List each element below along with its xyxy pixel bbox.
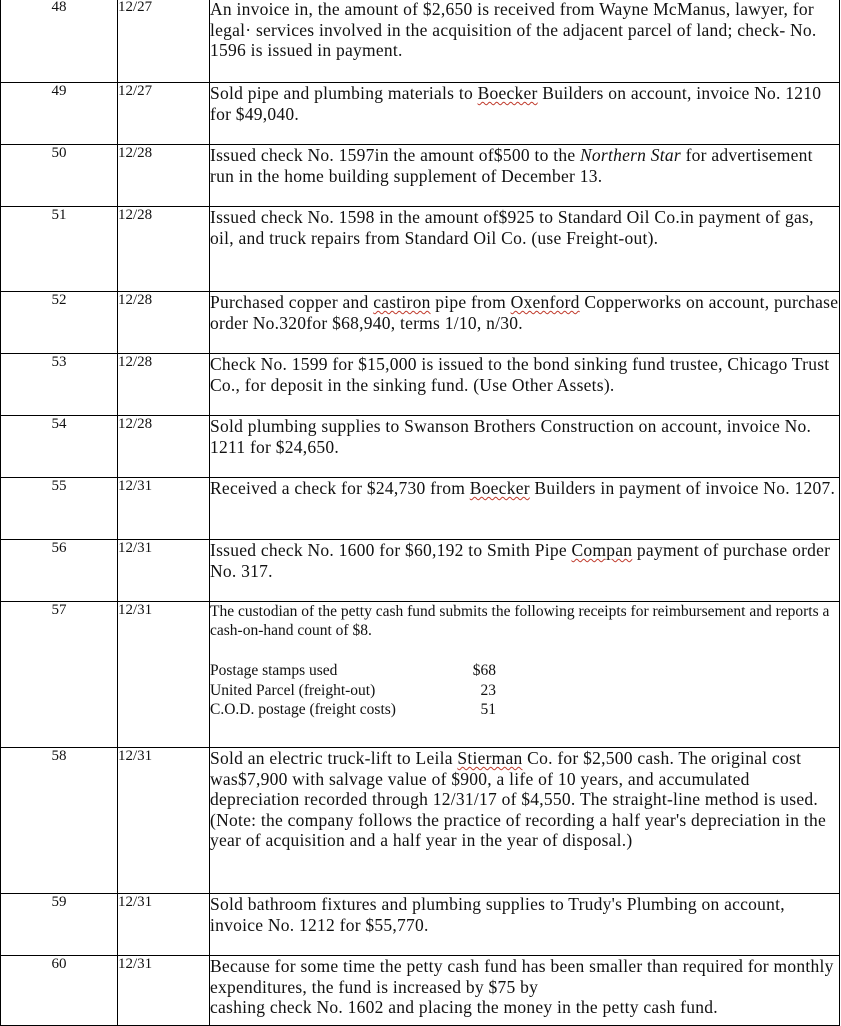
spellcheck-flag: Boecker bbox=[477, 83, 538, 103]
entry-description: Sold plumbing supplies to Swanson Brothers Construction on account, invoice No. 1211 for $24,650. bbox=[210, 416, 840, 478]
table-row bbox=[1, 956, 840, 1026]
entry-description: An invoice in, the amount of $2,650 is received from Wayne McManus, lawyer, for legal· services involved in the acquisition of the adjacent parcel of land; check- No. 1596 is issued in payment. bbox=[210, 0, 840, 83]
table-row bbox=[1, 207, 840, 292]
entry-date: 12/31 bbox=[118, 748, 210, 894]
entry-number: 51 bbox=[1, 207, 118, 292]
entry-number: 49 bbox=[1, 83, 118, 145]
entry-date: 12/28 bbox=[118, 145, 210, 207]
spellcheck-flag: Stierman bbox=[457, 748, 523, 768]
entry-date: 12/27 bbox=[118, 0, 210, 83]
entry-date: 12/31 bbox=[118, 956, 210, 1026]
table-row bbox=[1, 0, 840, 83]
petty-cash-intro: The custodian of the petty cash fund submits the following receipts for reimbursement and reports a cash-on-hand count of $8. bbox=[210, 603, 830, 639]
table-row bbox=[1, 354, 840, 416]
entry-date: 12/31 bbox=[118, 540, 210, 602]
entry-number: 57 bbox=[1, 602, 118, 748]
entry-number: 58 bbox=[1, 748, 118, 894]
entry-date: 12/27 bbox=[118, 83, 210, 145]
receipt-item: United Parcel (freight-out) 23 bbox=[210, 681, 496, 699]
entry-number: 55 bbox=[1, 478, 118, 540]
entry-number: 56 bbox=[1, 540, 118, 602]
table-row bbox=[1, 83, 840, 145]
entry-description: Check No. 1599 for $15,000 is issued to the bond sinking fund trustee, Chicago Trust Co., for deposit in the sinking fund. (Use Other Assets). bbox=[210, 354, 840, 416]
entry-description: Sold pipe and plumbing materials to Boecker Builders on account, invoice No. 1210 for $49,040. bbox=[210, 83, 840, 145]
receipt-item: C.O.D. postage (freight costs) 51 bbox=[210, 701, 496, 718]
entry-description: Issued check No. 1600 for $60,192 to Smith Pipe Compan payment of purchase order No. 317. bbox=[210, 540, 840, 602]
entry-number: 48 bbox=[1, 0, 118, 83]
entry-date: 12/28 bbox=[118, 292, 210, 354]
entry-description: Issued check No. 1597in the amount of$500 to the Northern Star for advertisement run in the home building supplement of December 13. bbox=[210, 145, 840, 207]
entry-number: 60 bbox=[1, 956, 118, 1026]
entry-number: 54 bbox=[1, 416, 118, 478]
spellcheck-flag: Compan bbox=[571, 540, 633, 560]
spellcheck-flag: Oxenford bbox=[510, 292, 580, 312]
spellcheck-flag: Boecker bbox=[469, 478, 530, 498]
spellcheck-flag: castiron bbox=[373, 292, 431, 312]
table-row bbox=[1, 416, 840, 478]
entry-date: 12/28 bbox=[118, 207, 210, 292]
newspaper-name: Northern Star bbox=[579, 145, 681, 165]
entry-description: Received a check for $24,730 from Boecker Builders in payment of invoice No. 1207. bbox=[210, 478, 840, 540]
entry-description: Purchased copper and castiron pipe from Oxenford Copperworks on account, purchase order No.320for $68,940, terms 1/10, n/30. bbox=[210, 292, 840, 354]
receipts-list bbox=[210, 661, 839, 720]
entry-description: Issued check No. 1598 in the amount of$925 to Standard Oil Co.in payment of gas, oil, and truck repairs from Standard Oil Co. (use Freight-out). bbox=[210, 207, 840, 292]
table-row bbox=[1, 292, 840, 354]
table-row bbox=[1, 540, 840, 602]
entry-description: Because for some time the petty cash fund has been smaller than required for monthly expenditures, the fund is increased by $75 by cashing check No. 1602 and placing the money in the petty cash fund. bbox=[210, 956, 840, 1026]
entry-number: 59 bbox=[1, 894, 118, 956]
table-row bbox=[1, 478, 840, 540]
entry-number: 52 bbox=[1, 292, 118, 354]
table-row bbox=[1, 748, 840, 894]
entry-description: Sold bathroom fixtures and plumbing supplies to Trudy's Plumbing on account, invoice No. 1212 for $55,770. bbox=[210, 894, 840, 956]
entry-description-tail: cashing check No. 1602 and placing the money in the petty cash fund. bbox=[210, 997, 718, 1017]
table-row bbox=[1, 602, 840, 748]
entry-date: 12/28 bbox=[118, 354, 210, 416]
entry-description: Sold an electric truck-lift to Leila Stierman Co. for $2,500 cash. The original cost was$7,900 with salvage value of $900, a life of 10 years, and accumulated depreciation recorded through 12/31/17 of $4,550. The straight-line method is used. (Note: the company follows the practice of recording a half year's depreciation in the year of acquisition and a half year in the year of disposal.) bbox=[210, 748, 840, 894]
entry-date: 12/31 bbox=[118, 894, 210, 956]
table-row bbox=[1, 145, 840, 207]
entry-number: 50 bbox=[1, 145, 118, 207]
receipt-item: Postage stamps used $68 bbox=[210, 662, 496, 679]
entry-date: 12/28 bbox=[118, 416, 210, 478]
table-row bbox=[1, 894, 840, 956]
entry-date: 12/31 bbox=[118, 602, 210, 748]
entry-date: 12/31 bbox=[118, 478, 210, 540]
entry-description bbox=[210, 602, 840, 748]
entry-number: 53 bbox=[1, 354, 118, 416]
